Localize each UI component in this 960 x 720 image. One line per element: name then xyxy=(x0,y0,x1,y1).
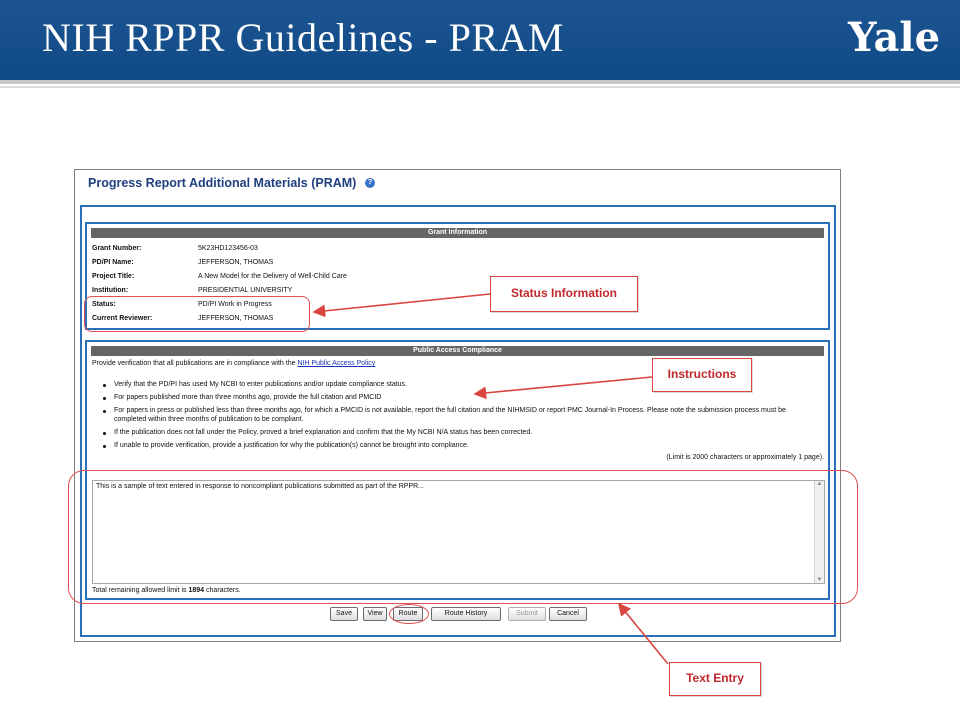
route-button[interactable]: Route xyxy=(393,607,423,621)
status-label: Status: xyxy=(92,301,116,308)
status-information-callout: Status Information xyxy=(490,276,638,312)
status-arrow xyxy=(314,294,490,312)
instruction-item: For papers in press or published less than three months ago, for which a PMCID is not available, report the full citation and the NIHMSID or report PMC Journal-In Process. Please note the submission process must be completed within three months of publication to be compliant. xyxy=(114,407,786,423)
pdpi-name-label: PD/PI Name: xyxy=(92,259,134,266)
remaining-count: 1894 xyxy=(188,587,205,594)
help-icon[interactable]: ? xyxy=(365,178,375,188)
text-entry-callout: Text Entry xyxy=(669,662,761,696)
instruction-item: If the publication does not fall under the Policy, proved a brief explanation and confirm that the My NCBI N/A status has been corrected. xyxy=(114,429,533,436)
current-reviewer-label: Current Reviewer: xyxy=(92,315,153,322)
institution-label: Institution: xyxy=(92,287,129,294)
grant-number-value: 5K23HD123456-03 xyxy=(198,245,258,252)
instruction-item: Verify that the PD/PI has used My NCBI to enter publications and/or update compliance status. xyxy=(114,381,407,388)
status-value: PD/PI Work in Progress xyxy=(198,301,272,308)
grant-information-header: Grant Information xyxy=(91,228,824,238)
page-title: Progress Report Additional Materials (PRAM) xyxy=(88,176,357,190)
instruction-item: If unable to provide verification, provide a justification for why the publication(s) cannot be brought into compliance. xyxy=(114,442,469,449)
instruction-item: For papers published more than three months ago, provide the full citation and PMCID xyxy=(114,394,382,401)
remaining-prefix: Total remaining allowed limit is xyxy=(92,587,187,594)
public-access-compliance-header: Public Access Compliance xyxy=(91,346,824,356)
instructions-callout: Instructions xyxy=(652,358,752,392)
yale-logo: Yale xyxy=(848,14,941,61)
public-access-policy-link[interactable]: NIH Public Access Policy xyxy=(297,360,376,367)
current-reviewer-value: JEFFERSON, THOMAS xyxy=(198,315,274,322)
view-button[interactable]: View xyxy=(363,607,387,621)
character-limit-note: (Limit is 2000 characters or approximately 1 page). xyxy=(666,454,824,461)
instructions-arrow xyxy=(475,377,652,394)
route-history-button[interactable]: Route History xyxy=(431,607,501,621)
slide-title: NIH RPPR Guidelines - PRAM xyxy=(42,15,564,60)
project-title-label: Project Title: xyxy=(92,273,135,280)
cancel-button[interactable]: Cancel xyxy=(549,607,587,621)
compliance-text-value: This is a sample of text entered in response to noncompliant publications submitted as part of the RPPR... xyxy=(96,483,425,490)
institution-value: PRESIDENTIAL UNIVERSITY xyxy=(198,287,293,294)
remaining-suffix: characters. xyxy=(206,587,241,594)
pdpi-name-value: JEFFERSON, THOMAS xyxy=(198,259,274,266)
text-entry-arrow xyxy=(619,604,668,664)
save-button[interactable]: Save xyxy=(330,607,358,621)
project-title-value: A New Model for the Delivery of Well-Child Care xyxy=(198,273,347,280)
scroll-up-icon[interactable]: ▲ xyxy=(816,481,823,487)
scroll-down-icon[interactable]: ▼ xyxy=(816,577,823,583)
submit-button[interactable]: Submit xyxy=(508,607,546,621)
grant-number-label: Grant Number: xyxy=(92,245,142,252)
compliance-intro-text: Provide verification that all publications are in compliance with the xyxy=(92,360,296,367)
